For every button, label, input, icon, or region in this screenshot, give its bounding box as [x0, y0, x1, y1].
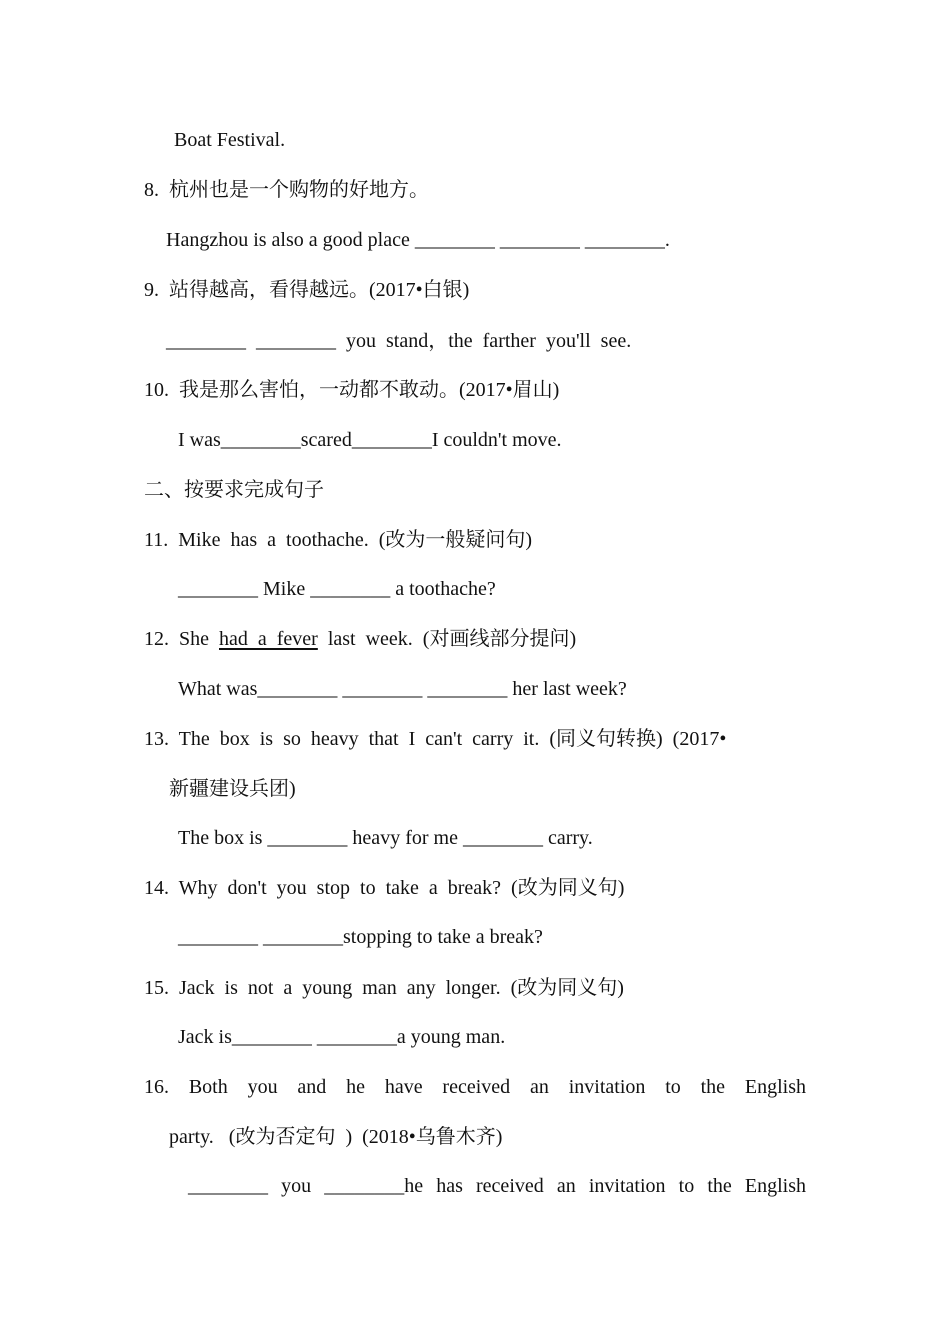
item-11-prompt: 11. Mike has a toothache. (改为一般疑问句): [144, 529, 533, 551]
item-8-answer-line: Hangzhou is also a good place ________ ________ ________.: [166, 229, 670, 251]
item-13-answer-line: The box is ________ heavy for me ________ carry.: [178, 827, 593, 849]
item-7-continuation: Boat Festival.: [174, 129, 286, 151]
item-9-prompt: 9. 站得越高，看得越远。(2017•白银): [144, 279, 470, 301]
item-8-prompt: 8. 杭州也是一个购物的好地方。: [144, 179, 429, 201]
item-15-answer-line: Jack is________ ________a young man.: [178, 1026, 506, 1048]
section-2-heading: 二、按要求完成句子: [144, 479, 324, 501]
item-9-answer-line: ________ ________ you stand，the farther you'll see.: [166, 330, 632, 352]
item-12-underlined-part: had a fever: [219, 628, 318, 650]
item-14-prompt: 14. Why don't you stop to take a break? (改为同义句): [144, 877, 625, 899]
item-16-prompt: 16. Both you and he have received an invitation to the English: [144, 1076, 806, 1098]
item-12-answer-line: What was________ ________ ________ her last week?: [178, 678, 627, 700]
item-16-answer-line: ________ you ________he has received an invitation to the English: [188, 1175, 806, 1197]
item-12-prompt: [144, 625, 576, 653]
item-12-prompt-end: last week. (对画线部分提问): [317, 628, 577, 650]
item-12-prompt-start: 12. She: [144, 628, 219, 650]
item-13-prompt-continuation: 新疆建设兵团): [169, 778, 296, 800]
item-14-answer-line: ________ ________stopping to take a break?: [178, 926, 543, 948]
item-11-answer-line: ________ Mike ________ a toothache?: [178, 578, 496, 600]
item-13-prompt: 13. The box is so heavy that I can't carry it. (同义句转换) (2017•: [144, 728, 727, 750]
item-10-answer-line: I was________scared________I couldn't move.: [178, 429, 562, 451]
item-15-prompt: 15. Jack is not a young man any longer. (改为同义句): [144, 977, 624, 999]
item-10-prompt: 10. 我是那么害怕，一动都不敢动。(2017•眉山): [144, 379, 560, 401]
item-16-prompt-continuation: party. (改为否定句 ) (2018•乌鲁木齐): [169, 1126, 503, 1148]
